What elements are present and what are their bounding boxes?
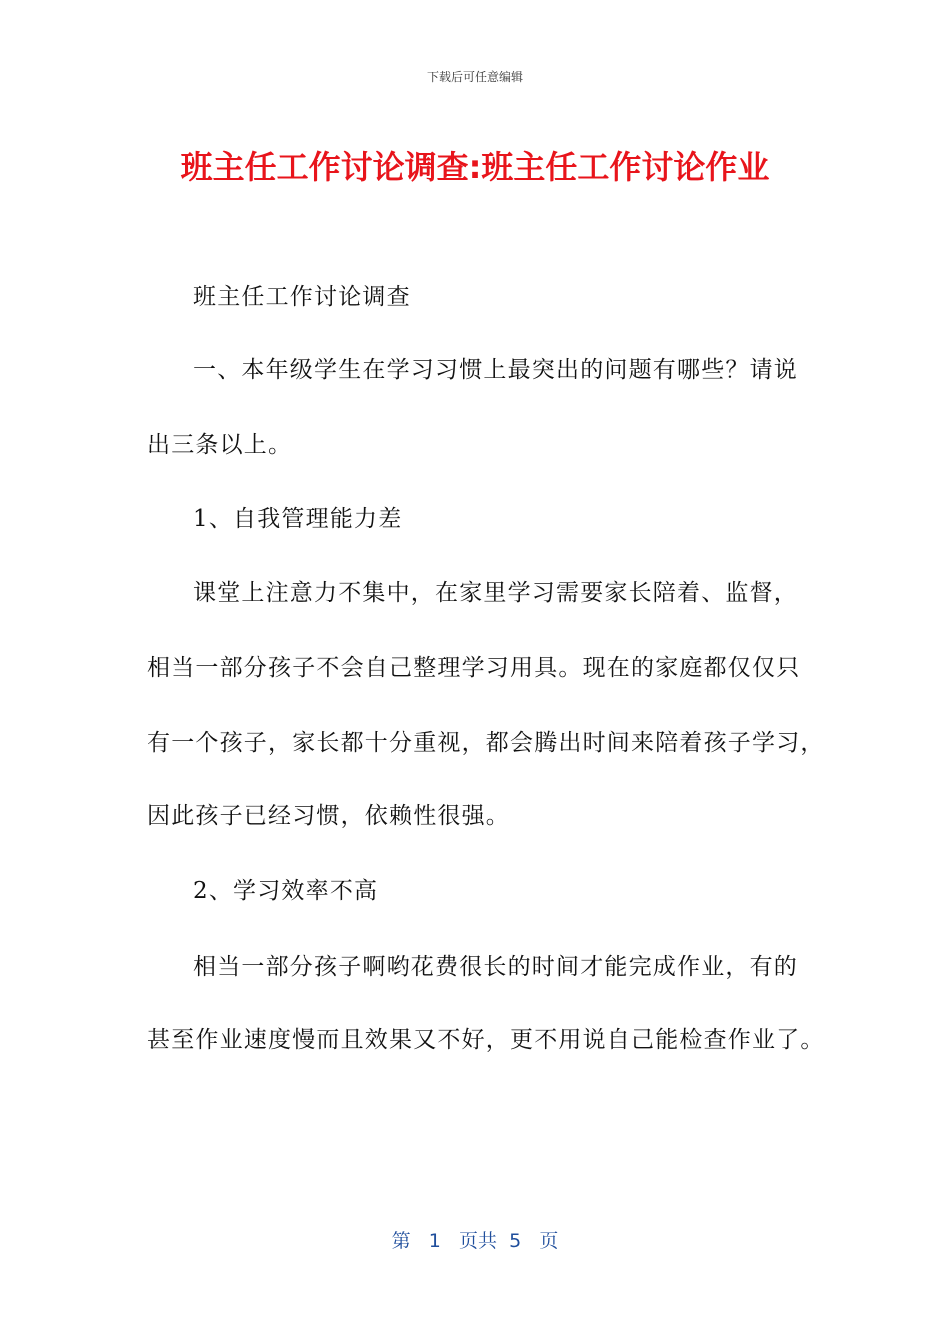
footer-page-suffix: 页 [539, 1230, 559, 1252]
body-line: 相当一部分孩子不会自己整理学习用具。现在的家庭都仅仅只 [147, 655, 801, 681]
footer-page-number: 1 [428, 1230, 441, 1252]
page-footer [0, 1226, 950, 1253]
body-line: 甚至作业速度慢而且效果又不好，更不用说自己能检查作业了。 [147, 1027, 825, 1053]
item-heading-1: 1、自我管理能力差 [193, 506, 403, 532]
footer-page-middle: 页共 [459, 1230, 498, 1252]
body-line: 课堂上注意力不集中，在家里学习需要家长陪着、监督， [193, 580, 798, 606]
body-line: 有一个孩子，家长都十分重视，都会腾出时间来陪着孩子学习， [147, 730, 825, 756]
body-line: 因此孩子已经习惯，依赖性很强。 [147, 803, 510, 829]
question-line: 一、本年级学生在学习习惯上最突出的问题有哪些？请说 [193, 357, 798, 383]
footer-page-total: 5 [509, 1230, 522, 1252]
footer-page-prefix: 第 [391, 1230, 411, 1252]
question-line-continued: 出三条以上。 [147, 432, 293, 458]
item-heading-2: 2、学习效率不高 [193, 878, 379, 904]
header-note: 下载后可任意编辑 [426, 70, 523, 84]
paragraph-heading: 班主任工作讨论调查 [193, 284, 411, 310]
body-line: 相当一部分孩子啊哟花费很长的时间才能完成作业，有的 [193, 954, 798, 980]
document-title: 班主任工作讨论调查:班主任工作讨论作业 [180, 148, 770, 186]
